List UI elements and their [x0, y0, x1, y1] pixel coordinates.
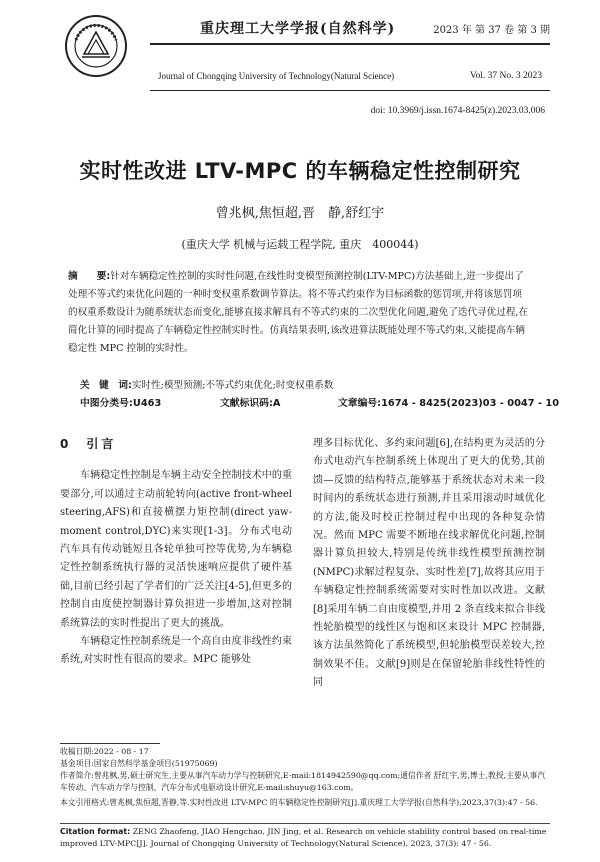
body-column-right — [313, 435, 545, 693]
citation-en — [60, 826, 550, 850]
keywords — [80, 377, 540, 391]
section-heading-introduction: 0 引言 — [60, 437, 117, 451]
abstract-text: 针对车辆稳定性控制的实时性问题,在线性时变模型预测控制(LTV-MPC)方法基础上,进一步提出了处理不等式约束优化问题的一种时变权重系数调节算法。将不等式约束作为目标函数的惩罚项,并将该惩罚项的权重系数设计为随系统状态而变化,能够直接求解具有不等式约束的二次型优化问题,避免了迭代寻优过程,在简化计算的同时提高了车辆稳定性控制实时性。仿真结果表明,该改进算法既能处理不等式约束,又能提高车辆稳定性 MPC 控制的实时性。 — [68, 271, 529, 354]
journal-title-en: Journal of Chongqing University of Technology(Natural Science) — [158, 71, 395, 81]
citation-en-text: ZENG Zhaofeng, JIAO Hengchao, JIN Jing, et al. Research on vehicle stability control based on real-time improved LTV-MPC[J]. Journal of Chongqing University of Technology(Natural Science), 2023, 37(3): 47 - 56. — [60, 827, 547, 848]
issue-info-en: Vol. 37 No. 3 2023 — [469, 71, 542, 81]
fund-info: 基金项目:国家自然科学基金项目(51975069) — [60, 759, 218, 768]
citation-cn: 本文引用格式:曾兆枫,焦恒超,晋静,等.实时性改进 LTV-MPC 的车辆稳定性控制研究[J].重庆理工大学学报(自然科学),2023,37(3):47 - 56. — [60, 798, 538, 807]
authors: 曾兆枫,焦恒超,晋 静,舒红宇 — [215, 206, 385, 221]
document-code: 文献标识码:A — [220, 398, 281, 409]
issue-info-cn: 2023 年 第 37 卷 第 3 期 — [433, 25, 550, 36]
citation-rule — [60, 823, 550, 824]
intro-paragraph-3: 理多目标优化、多约束问题[6],在结构更为灵活的分布式电动汽车控制系统上体现出了更大的优势,其前馈—反馈的结构特点,能够基于系统状态对未来一段时间内的系统状态进行预测,并且采用滚动时域优化的方法,能及时校正控制过程中出现的各种复杂情况。然而 MPC 需要不断地在线求解优化问题,控制器计算负担较大,特别是传统非线性模型预测控制(NMPC)求解过程复杂、实时性差[7],故将其应用于车辆稳定性控制系统需要对实时性加以改进。文献[8]采用车辆二自由度模型,并用 2 条直线来拟合非线性轮胎模型的线性区与饱和区来设计 MPC 控制器,该方法虽然简化了系统模型,但轮胎模型误差较大,控制效果不佳。文献[9]则是在保留轮胎非线性特性的同 — [313, 438, 545, 689]
intro-paragraph-1: 车辆稳定性控制是车辆主动安全控制技术中的重要部分,可以通过主动前轮转向(active front-wheel steering,AFS)和直接横摆力矩控制(direct yaw-moment control,DYC)来实现[1-3]。分布式电动汽车具有传动链短且各轮单独可控等优势,为车辆稳定性控制系统执行器的灵活快速响应提供了硬件基础,目前已经引起了学者们的广泛关注[4-5],但更多的控制自由度使控制器计算负担进一步增加,这对控制系统算法的实时性提出了更大的挑战。 — [60, 470, 292, 629]
journal-header — [0, 0, 600, 100]
author-bio: 作者简介:曾兆枫,男,硕士研究生,主要从事汽车动力学与控制研究,E-mail:1814942590@qq.com;通信作者 舒红宇,男,博士,教授,主要从事汽车传动、汽车动力学与控制、汽车分布式电驱动设计研究,E-mail:shuyu@163.com。 — [60, 771, 546, 792]
citation-en-label: Citation format: — [60, 827, 131, 836]
intro-paragraph-2: 车辆稳定性控制系统是一个高自由度非线性约束系统,对实时性有很高的要求。MPC 能够处 — [60, 636, 292, 666]
doi: doi: 10.3969/j.issn.1674-8425(z).2023.03.006 — [370, 106, 545, 116]
footnote-rule — [60, 743, 160, 744]
article-number: 文章编号:1674 - 8425(2023)03 - 0047 - 10 — [338, 398, 560, 409]
university-seal-icon — [64, 14, 128, 78]
abstract — [68, 268, 530, 358]
body-column-left — [60, 435, 292, 670]
clc-number: 中图分类号:U463 — [80, 398, 162, 409]
affiliation: (重庆大学 机械与运载工程学院, 重庆 400044) — [181, 238, 419, 251]
keywords-label: 关 键 词: — [80, 380, 132, 391]
journal-title-cn: 重庆理工大学学报(自然科学) — [200, 21, 396, 37]
paper-title: 实时性改进 LTV-MPC 的车辆稳定性控制研究 — [79, 159, 521, 183]
received-date: 收稿日期:2022 - 08 - 17 — [60, 747, 149, 756]
header-rule-bottom — [150, 90, 550, 91]
abstract-label: 摘 要: — [68, 271, 111, 282]
keywords-text: 实时性;模型预测;不等式约束优化;时变权重系数 — [131, 380, 334, 391]
header-rule-top — [150, 43, 550, 45]
